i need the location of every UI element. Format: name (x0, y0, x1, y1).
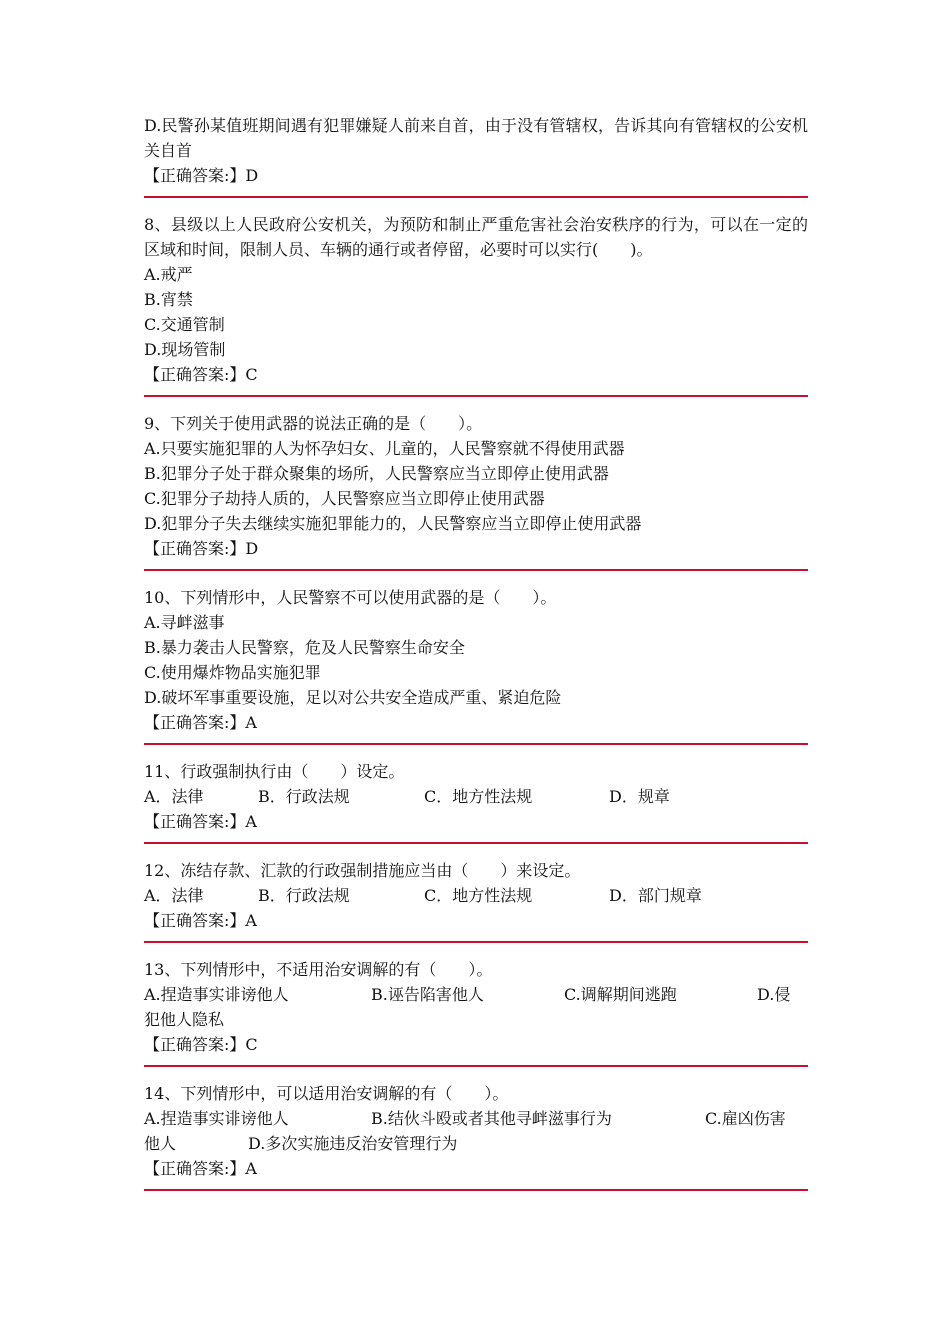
option-d: D．规章 (609, 787, 670, 806)
question-7-tail (144, 113, 808, 198)
correct-answer: 【正确答案:】D (144, 539, 259, 558)
option-d: D.民警孙某值班期间遇有犯罪嫌疑人前来自首，由于没有管辖权，告诉其向有管辖权的公安机关自首 (144, 116, 808, 160)
option-b: B.暴力袭击人民警察，危及人民警察生命安全 (144, 638, 465, 657)
options-wrapped (144, 1106, 808, 1156)
option-a: A.寻衅滋事 (144, 613, 225, 632)
options-row (144, 883, 808, 908)
option-b: B.犯罪分子处于群众聚集的场所，人民警察应当立即停止使用武器 (144, 464, 609, 483)
option-c: C.交通管制 (144, 315, 225, 334)
option-a: A.捏造事实诽谤他人 (144, 1109, 289, 1128)
options-row (144, 784, 808, 809)
option-c: C.犯罪分子劫持人质的，人民警察应当立即停止使用武器 (144, 489, 545, 508)
option-d: D.破坏军事重要设施，足以对公共安全造成严重、紧迫危险 (144, 688, 562, 707)
question-12 (144, 858, 808, 943)
option-a: A．法律 (144, 787, 204, 806)
question-8 (144, 212, 808, 397)
correct-answer: 【正确答案:】A (144, 1159, 257, 1178)
option-d-continued: 犯他人隐私 (144, 1010, 225, 1029)
question-text: 9、下列关于使用武器的说法正确的是（ ）。 (144, 414, 483, 433)
question-9 (144, 411, 808, 571)
option-d: D.现场管制 (144, 340, 226, 359)
option-a: A．法律 (144, 886, 204, 905)
option-d: D．部门规章 (609, 886, 702, 905)
option-b: B.诬告陷害他人 (371, 985, 484, 1004)
option-b: B．行政法规 (258, 787, 350, 806)
option-b: B.结伙斗殴或者其他寻衅滋事行为 (371, 1109, 612, 1128)
option-d: D.多次实施违反治安管理行为 (248, 1134, 458, 1153)
correct-answer: 【正确答案:】A (144, 713, 257, 732)
option-a: A.只要实施犯罪的人为怀孕妇女、儿童的，人民警察就不得使用武器 (144, 439, 625, 458)
document-body (144, 113, 808, 1205)
question-14 (144, 1081, 808, 1191)
option-a: A.捏造事实诽谤他人 (144, 985, 289, 1004)
question-text: 13、下列情形中，不适用治安调解的有（ ）。 (144, 960, 493, 979)
question-10 (144, 585, 808, 745)
correct-answer: 【正确答案:】C (144, 1035, 258, 1054)
correct-answer: 【正确答案:】D (144, 166, 259, 185)
question-text: 10、下列情形中，人民警察不可以使用武器的是（ ）。 (144, 588, 557, 607)
option-a: A.戒严 (144, 265, 193, 284)
option-c: C.使用爆炸物品实施犯罪 (144, 663, 321, 682)
option-b: B．行政法规 (258, 886, 350, 905)
question-13 (144, 957, 808, 1067)
option-c-start: C.雇凶伤害 (705, 1109, 786, 1128)
option-c: C．地方性法规 (424, 886, 533, 905)
option-d-start: D.侵 (757, 985, 791, 1004)
question-text: 12、冻结存款、汇款的行政强制措施应当由（ ）来设定。 (144, 861, 581, 880)
question-text: 8、县级以上人民政府公安机关，为预防和制止严重危害社会治安秩序的行为，可以在一定的区域和时间，限制人员、车辆的通行或者停留，必要时可以实行( )。 (144, 215, 808, 259)
question-11 (144, 759, 808, 844)
correct-answer: 【正确答案:】A (144, 812, 257, 831)
option-c-continued: 他人 (144, 1134, 177, 1153)
option-d: D.犯罪分子失去继续实施犯罪能力的，人民警察应当立即停止使用武器 (144, 514, 642, 533)
options-wrapped (144, 982, 808, 1032)
correct-answer: 【正确答案:】C (144, 365, 258, 384)
option-c: C.调解期间逃跑 (564, 985, 677, 1004)
option-b: B.宵禁 (144, 290, 193, 309)
option-c: C．地方性法规 (424, 787, 533, 806)
question-text: 14、下列情形中，可以适用治安调解的有（ ）。 (144, 1084, 509, 1103)
correct-answer: 【正确答案:】A (144, 911, 257, 930)
question-text: 11、行政强制执行由（ ）设定。 (144, 762, 405, 781)
